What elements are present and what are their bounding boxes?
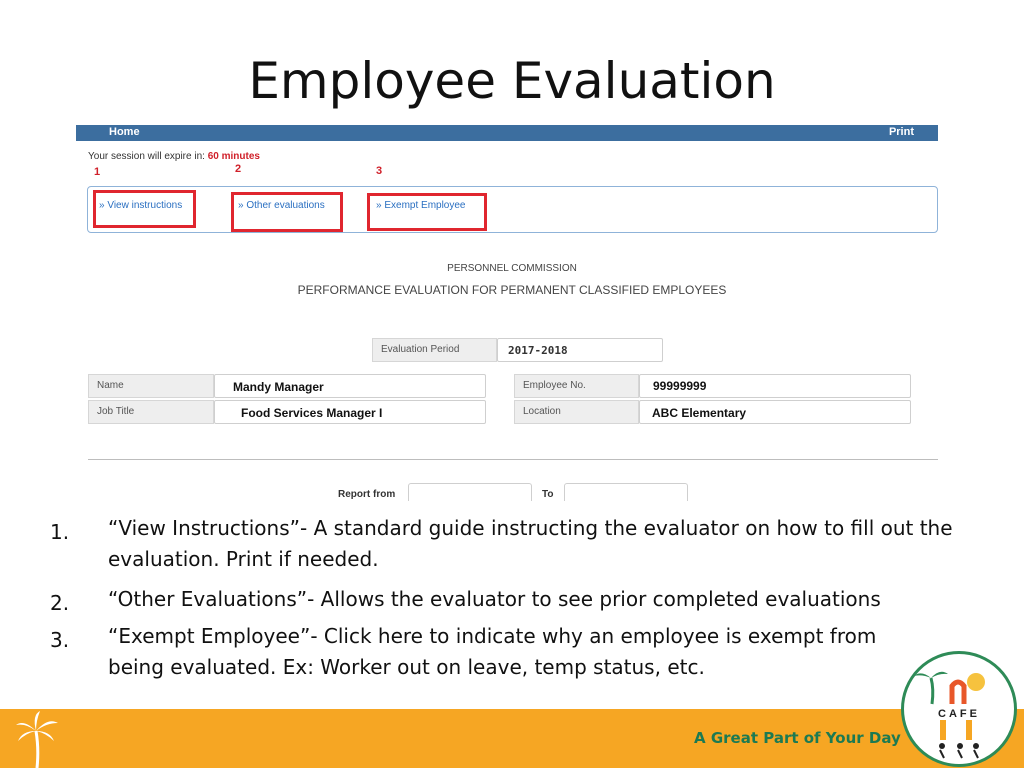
location-label: Location bbox=[514, 400, 639, 424]
list-number: 1. bbox=[50, 520, 70, 544]
cafe-logo bbox=[901, 651, 1017, 767]
slide-title: Employee Evaluation bbox=[248, 52, 776, 110]
other-evaluations-link[interactable]: » Other evaluations bbox=[238, 200, 325, 211]
list-number: 2. bbox=[50, 591, 70, 615]
top-nav-bar bbox=[76, 125, 938, 141]
marker-3: 3 bbox=[376, 165, 383, 177]
list-text: “View Instructions”- A standard guide instructing the evaluator on how to fill out the evaluation. Print if needed. bbox=[108, 516, 953, 571]
report-to-label: To bbox=[542, 489, 554, 500]
evaluation-period-label: Evaluation Period bbox=[372, 338, 497, 362]
session-prefix: Your session will expire in: bbox=[88, 151, 205, 162]
report-to-input[interactable] bbox=[564, 483, 688, 501]
name-label: Name bbox=[88, 374, 214, 398]
location-field[interactable]: ABC Elementary bbox=[639, 400, 911, 424]
job-title-field[interactable]: Food Services Manager I bbox=[214, 400, 486, 424]
print-link[interactable]: Print bbox=[888, 126, 914, 138]
exempt-employee-link[interactable]: » Exempt Employee bbox=[376, 200, 466, 211]
highlight-box-2 bbox=[231, 192, 343, 232]
palm-tree-icon bbox=[12, 709, 62, 768]
commission-heading: PERSONNEL COMMISSION bbox=[447, 263, 577, 274]
view-instructions-link[interactable]: » View instructions bbox=[99, 200, 183, 211]
logo-label: CAFE bbox=[938, 708, 980, 720]
employee-no-field[interactable]: 99999999 bbox=[639, 374, 911, 398]
name-field[interactable]: Mandy Manager bbox=[214, 374, 486, 398]
form-title: PERFORMANCE EVALUATION FOR PERMANENT CLASSIFIED EMPLOYEES bbox=[297, 283, 727, 297]
quick-links-panel bbox=[87, 186, 938, 233]
job-title-label: Job Title bbox=[88, 400, 214, 424]
session-notice bbox=[88, 151, 260, 162]
report-from-label: Report from bbox=[338, 489, 396, 500]
marker-2: 2 bbox=[235, 163, 242, 175]
session-minutes: 60 minutes bbox=[207, 151, 260, 162]
list-text: “Exempt Employee”- Click here to indicate why an employee is exempt from being evaluated. Ex: Worker out on leave, temp status, etc. bbox=[108, 624, 877, 679]
footer-bar bbox=[0, 709, 1024, 768]
evaluation-period-field[interactable]: 2017-2018 bbox=[497, 338, 663, 362]
employee-no-label: Employee No. bbox=[514, 374, 639, 398]
list-number: 3. bbox=[50, 628, 70, 652]
marker-1: 1 bbox=[94, 166, 101, 178]
list-text: “Other Evaluations”- Allows the evaluator to see prior completed evaluations bbox=[108, 587, 881, 611]
highlight-box-3 bbox=[367, 193, 487, 231]
footer-tagline: A Great Part of Your Day bbox=[694, 729, 901, 747]
home-link[interactable]: Home bbox=[109, 126, 140, 138]
report-from-input[interactable] bbox=[408, 483, 532, 501]
section-divider bbox=[88, 459, 938, 460]
